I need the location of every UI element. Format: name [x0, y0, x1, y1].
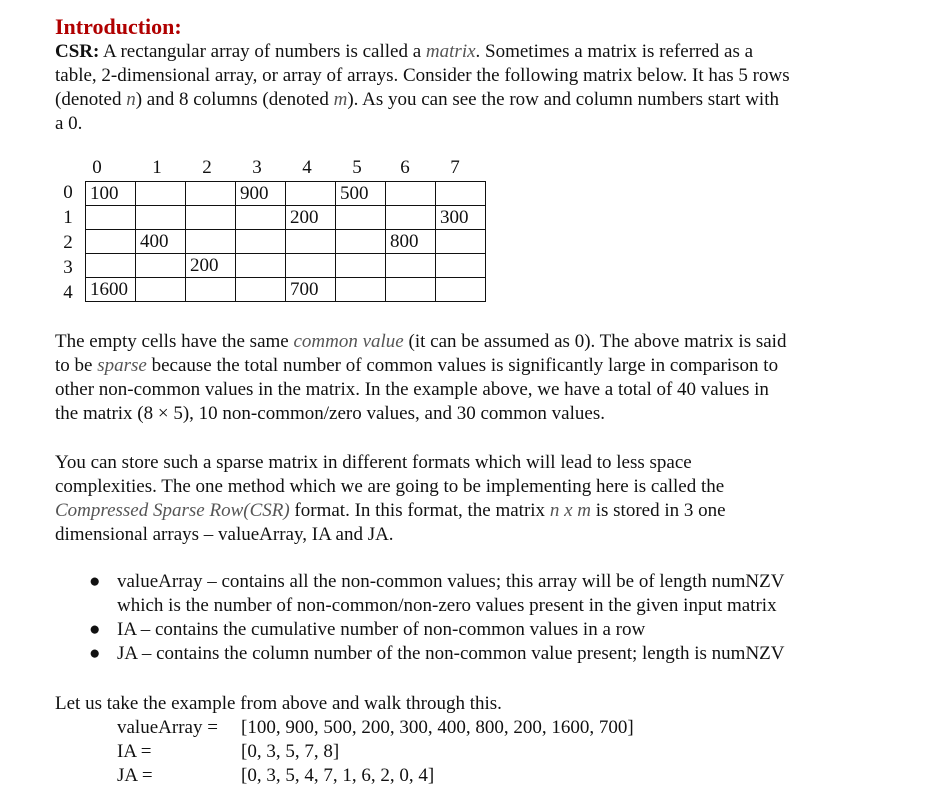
matrix-cell: 400 [136, 230, 186, 254]
storage-text: is stored in 3 one [590, 500, 726, 521]
matrix-cell [186, 230, 236, 254]
matrix-cell [336, 278, 386, 302]
row-number: 1 [63, 207, 73, 228]
term-common-value: common value [293, 331, 404, 352]
matrix-cell [386, 206, 436, 230]
matrix-cell [86, 230, 136, 254]
matrix-cell: 100 [86, 182, 136, 206]
matrix-cell: 200 [186, 254, 236, 278]
row-number: 3 [63, 257, 73, 278]
matrix-cell [236, 278, 286, 302]
intro-text: a 0. [55, 113, 83, 134]
matrix-cell [336, 230, 386, 254]
term-csr: Compressed Sparse Row(CSR) [55, 500, 290, 521]
matrix-cell [86, 206, 136, 230]
example-intro: Let us take the example from above and walk through this. [55, 693, 502, 714]
array-value: [0, 3, 5, 4, 7, 1, 6, 2, 0, 4] [241, 765, 435, 786]
matrix-cell [286, 182, 336, 206]
matrix-cell [386, 254, 436, 278]
matrix-cell: 500 [336, 182, 386, 206]
list-item-text: valueArray – contains all the non-common values; this array will be of length numNZV [117, 571, 785, 592]
matrix-cell [86, 254, 136, 278]
column-number: 0 [92, 157, 102, 178]
column-number: 4 [302, 157, 312, 178]
storage-text: complexities. The one method which we are going to be implementing here is called the [55, 476, 725, 497]
term-n: n [126, 89, 136, 110]
matrix-cell [336, 254, 386, 278]
bullet-icon: ● [89, 619, 101, 640]
intro-text: A rectangular array of numbers is called a [103, 41, 426, 62]
matrix-cell [436, 182, 486, 206]
intro-paragraph [55, 40, 915, 136]
matrix-cell [386, 182, 436, 206]
array-definitions-list [55, 570, 943, 666]
matrix-cell [186, 206, 236, 230]
matrix-cell: 1600 [86, 278, 136, 302]
sparse-paragraph [55, 330, 915, 426]
matrix-cell [286, 230, 336, 254]
matrix-cell: 300 [436, 206, 486, 230]
storage-text: You can store such a sparse matrix in different formats which will lead to less space [55, 452, 692, 473]
intro-text: . Sometimes a matrix is referred as a [475, 41, 754, 62]
matrix-cell [236, 206, 286, 230]
matrix-cell [186, 182, 236, 206]
storage-paragraph [55, 451, 915, 547]
sparse-text: the matrix (8 × 5), 10 non-common/zero values, and 30 common values. [55, 403, 605, 424]
list-item [89, 642, 943, 666]
matrix-cell: 800 [386, 230, 436, 254]
array-value: [0, 3, 5, 7, 8] [241, 741, 340, 762]
column-number: 1 [152, 157, 162, 178]
sparse-text: The empty cells have the same [55, 331, 294, 352]
matrix-cell [136, 278, 186, 302]
matrix-cell [386, 278, 436, 302]
matrix-cell: 900 [236, 182, 286, 206]
intro-text: table, 2-dimensional array, or array of arrays. Consider the following matrix below. It has 5 rows [55, 65, 790, 86]
array-label: valueArray = [117, 717, 218, 738]
matrix-cell: 200 [286, 206, 336, 230]
matrix-cell [136, 254, 186, 278]
list-item-text: which is the number of non-common/non-zero values present in the given input matrix [117, 595, 777, 616]
intro-text: ) and 8 columns (denoted [135, 89, 334, 110]
matrix-cell [136, 182, 186, 206]
array-label: IA = [117, 741, 152, 762]
column-number: 3 [252, 157, 262, 178]
array-value: [100, 900, 500, 200, 300, 400, 800, 200, 1600, 700] [241, 717, 634, 738]
matrix-row [86, 254, 486, 278]
sparse-text: because the total number of common values is significantly large in comparison to [146, 355, 779, 376]
bullet-icon: ● [89, 571, 101, 592]
matrix-grid [85, 181, 486, 302]
ia-array-row [117, 740, 339, 764]
term-matrix: matrix [425, 41, 476, 62]
matrix-cell [136, 206, 186, 230]
matrix-cell [336, 206, 386, 230]
ja-array-row [117, 764, 434, 788]
array-label: JA = [117, 765, 153, 786]
column-number: 2 [202, 157, 212, 178]
intro-text: ). As you can see the row and column numbers start with [347, 89, 779, 110]
matrix-row [86, 182, 486, 206]
list-item-text: JA – contains the column number of the non-common value present; length is numNZV [117, 643, 785, 664]
column-number: 7 [450, 157, 460, 178]
matrix-cell [186, 278, 236, 302]
row-number: 0 [63, 182, 73, 203]
matrix-row [86, 206, 486, 230]
sparse-text: (it can be assumed as 0). The above matrix is said [403, 331, 787, 352]
value-array-row [117, 716, 634, 740]
storage-text: dimensional arrays – valueArray, IA and JA. [55, 524, 394, 545]
sparse-text: other non-common values in the matrix. In the example above, we have a total of 40 values in [55, 379, 769, 400]
list-item [89, 570, 943, 618]
term-sparse: sparse [97, 355, 147, 376]
heading: Introduction: [55, 14, 182, 39]
bullet-icon: ● [89, 643, 101, 664]
matrix-cell [436, 230, 486, 254]
matrix-cell [286, 254, 336, 278]
matrix-cell [436, 254, 486, 278]
row-number: 4 [63, 282, 73, 303]
matrix-row [86, 278, 486, 302]
matrix-cell [436, 278, 486, 302]
matrix-row [86, 230, 486, 254]
sparse-text: to be [55, 355, 98, 376]
csr-lead: CSR: [55, 41, 100, 62]
intro-text: (denoted [55, 89, 127, 110]
list-item-text: IA – contains the cumulative number of non-common values in a row [117, 619, 646, 640]
storage-text: format. In this format, the matrix [289, 500, 550, 521]
row-number: 2 [63, 232, 73, 253]
matrix-cell [236, 230, 286, 254]
term-m: m [333, 89, 348, 110]
list-item [89, 618, 943, 642]
column-number: 5 [352, 157, 362, 178]
term-dims: n x m [549, 500, 591, 521]
sparse-matrix [55, 156, 495, 311]
matrix-cell: 700 [286, 278, 336, 302]
matrix-cell [236, 254, 286, 278]
column-number: 6 [400, 157, 410, 178]
